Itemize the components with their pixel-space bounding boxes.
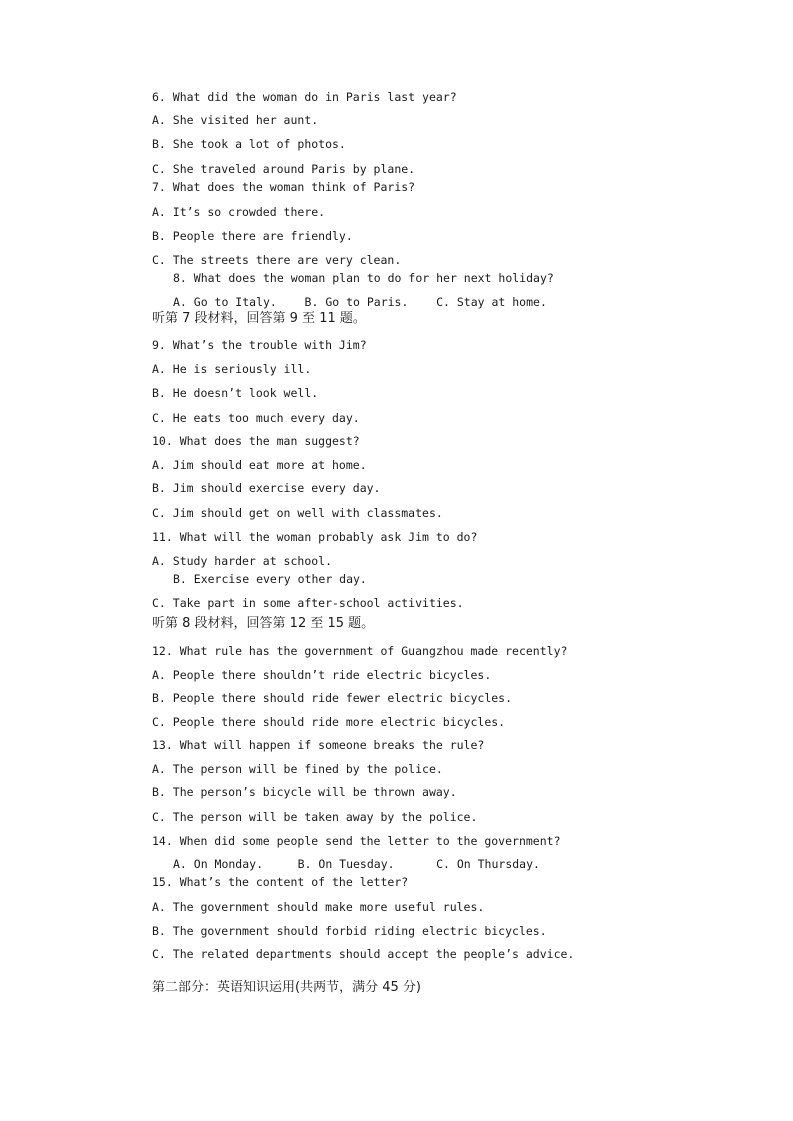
question-12: 12. What rule has the government of Guangzhou made recently? xyxy=(152,644,568,658)
question-6: 6. What did the woman do in Paris last year? xyxy=(152,90,457,104)
option-12c: C. People there should ride more electric bicycles. xyxy=(152,715,506,729)
option-6a: A. She visited her aunt. xyxy=(152,113,319,127)
option-10c: C. Jim should get on well with classmates. xyxy=(152,506,443,520)
question-11: 11. What will the woman probably ask Jim to do? xyxy=(152,530,478,544)
option-6b: B. She took a lot of photos. xyxy=(152,137,346,151)
option-12b: B. People there should ride fewer electric bicycles. xyxy=(152,691,513,705)
part-two-heading: 第二部分：英语知识运用(共两节，满分 45 分) xyxy=(152,980,421,995)
section-heading-8: 听第 8 段材料，回答第 12 至 15 题。 xyxy=(152,616,375,631)
option-10b: B. Jim should exercise every day. xyxy=(152,481,381,495)
option-13c: C. The person will be taken away by the police. xyxy=(152,810,478,824)
option-13a: A. The person will be fined by the police. xyxy=(152,762,443,776)
question-7: 7. What does the woman think of Paris? xyxy=(152,180,416,194)
option-7c: C. The streets there are very clean. xyxy=(152,253,402,267)
option-11a: A. Study harder at school. xyxy=(152,554,333,568)
option-6c: C. She traveled around Paris by plane. xyxy=(152,162,416,176)
option-9b: B. He doesn’t look well. xyxy=(152,386,319,400)
option-15a: A. The government should make more useful rules. xyxy=(152,900,485,914)
question-13: 13. What will happen if someone breaks the rule? xyxy=(152,738,485,752)
option-15c: C. The related departments should accept the people’s advice. xyxy=(152,947,575,961)
option-10a: A. Jim should eat more at home. xyxy=(152,458,367,472)
section-heading-7: 听第 7 段材料，回答第 9 至 11 题。 xyxy=(152,311,366,326)
question-10: 10. What does the man suggest? xyxy=(152,434,360,448)
question-9: 9. What’s the trouble with Jim? xyxy=(152,338,367,352)
option-9c: C. He eats too much every day. xyxy=(152,411,360,425)
option-12a: A. People there shouldn’t ride electric bicycles. xyxy=(152,668,492,682)
option-9a: A. He is seriously ill. xyxy=(152,362,312,376)
question-14: 14. When did some people send the letter to the government? xyxy=(152,834,561,848)
option-13b: B. The person’s bicycle will be thrown away. xyxy=(152,785,457,799)
option-15b: B. The government should forbid riding electric bicycles. xyxy=(152,924,547,938)
question-15: 15. What’s the content of the letter? xyxy=(152,875,409,889)
option-11c: C. Take part in some after-school activities. xyxy=(152,596,464,610)
option-7a: A. It’s so crowded there. xyxy=(152,205,326,219)
option-7b: B. People there are friendly. xyxy=(152,229,353,243)
question-8: 8. What does the woman plan to do for her next holiday? xyxy=(173,271,554,285)
options-8: A. Go to Italy. B. Go to Paris. C. Stay at home. xyxy=(173,295,547,309)
option-11b: B. Exercise every other day. xyxy=(173,572,367,586)
options-14: A. On Monday. B. On Tuesday. C. On Thursday. xyxy=(173,857,540,871)
